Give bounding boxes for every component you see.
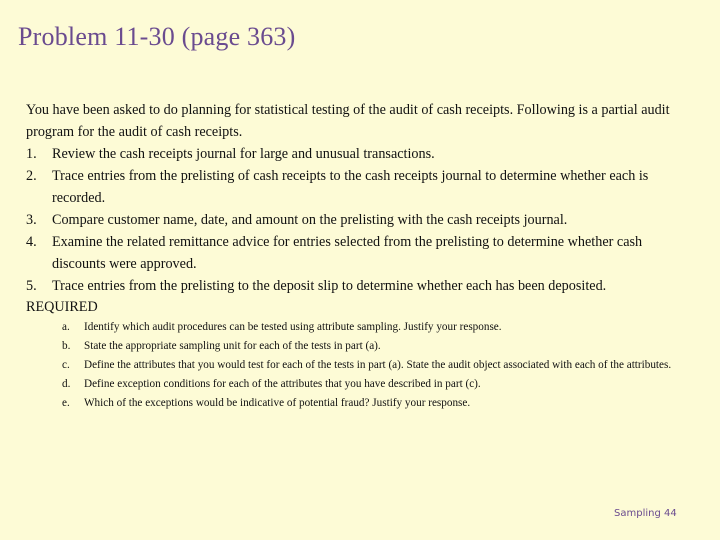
required-heading: REQUIRED [26,299,98,315]
procedure-text: Compare customer name, date, and amount on the prelisting with the cash receipts journal. [52,212,568,228]
requirement-item [62,395,682,412]
requirement-letter: a. [62,321,70,333]
procedure-number: 5. [26,278,37,294]
slide-title: Problem 11-30 (page 363) [18,22,296,51]
requirement-text: State the appropriate sampling unit for each of the tests in part (a). [84,340,381,352]
procedure-number: 2. [26,168,37,184]
requirement-item [62,319,682,336]
requirement-item [62,338,682,355]
requirement-text: Define the attributes that you would test for each of the tests in part (a). State the audit object associated with each of the attributes. [84,359,672,371]
procedure-item [26,165,694,209]
procedure-list [26,143,694,297]
requirement-item [62,376,682,393]
procedure-text: Examine the related remittance advice for entries selected from the prelisting to determine whether cash discounts were approved. [52,234,643,272]
procedure-text: Trace entries from the prelisting to the deposit slip to determine whether each has been deposited. [52,278,607,294]
requirement-list [62,319,682,414]
requirement-text: Identify which audit procedures can be tested using attribute sampling. Justify your response. [84,321,502,333]
procedure-number: 3. [26,212,37,228]
requirement-letter: e. [62,397,70,409]
requirement-text: Which of the exceptions would be indicative of potential fraud? Justify your response. [84,397,471,409]
procedure-item [26,143,694,165]
requirement-letter: d. [62,378,71,390]
procedure-item [26,275,694,297]
procedure-number: 4. [26,234,37,250]
requirement-item [62,357,682,374]
requirement-letter: c. [62,359,70,371]
requirement-text: Define exception conditions for each of the attributes that you have described in part (c). [84,378,481,390]
procedure-item [26,209,694,231]
slide-footer: Sampling 44 [614,508,677,519]
procedure-number: 1. [26,146,37,162]
intro-paragraph: You have been asked to do planning for statistical testing of the audit of cash receipts. Following is a partial audit program for the audit of cash receipts. [26,102,670,140]
requirement-letter: b. [62,340,71,352]
procedure-item [26,231,694,275]
procedure-text: Trace entries from the prelisting of cash receipts to the cash receipts journal to determine whether each is recorded. [52,168,649,206]
procedure-text: Review the cash receipts journal for large and unusual transactions. [52,146,435,162]
